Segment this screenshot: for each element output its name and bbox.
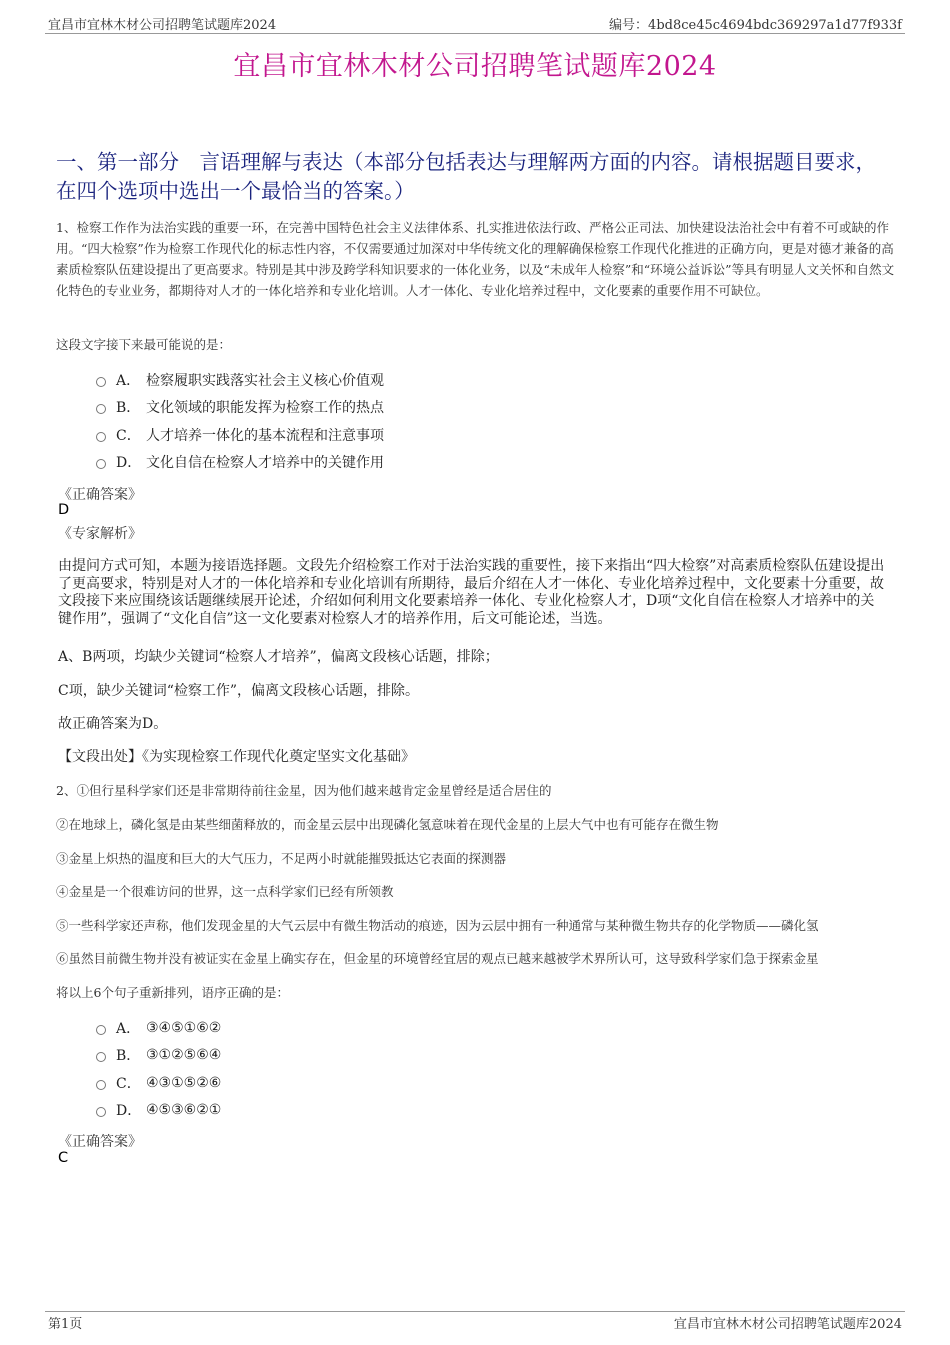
- option-d[interactable]: [96, 449, 384, 477]
- option-text: 文化自信在检察人才培养中的关键作用: [146, 455, 384, 472]
- option-text: 人才培养一体化的基本流程和注意事项: [146, 427, 384, 444]
- page-title: 宜昌市宜林木材公司招聘笔试题库2024: [233, 51, 717, 82]
- question-2-sentence-6: ⑥虽然目前微生物并没有被证实在金星上确实存在，但金星的环境曾经宜居的观点已越来越被学术界所认可，这导致科学家们急于探索金星: [56, 951, 819, 966]
- option-letter: C．: [116, 1075, 141, 1092]
- radio-icon[interactable]: [96, 1025, 106, 1035]
- header-divider: [45, 33, 905, 34]
- radio-icon[interactable]: [96, 1052, 106, 1062]
- question-2-sentence-1: 2、①但行星科学家们还是非常期待前往金星，因为他们越来越肯定金星曾经是适合居住的: [56, 783, 552, 798]
- page-number: 第1页: [48, 1317, 83, 1332]
- answer-label: 《正确答案》: [58, 1134, 142, 1150]
- option-c[interactable]: [96, 1069, 221, 1097]
- question-2-sentence-5: ⑤一些科学家还声称，他们发现金星的大气云层中有微生物活动的痕迹，因为云层中拥有一种通常与某种微生物共存的化学物质——磷化氢: [56, 918, 819, 933]
- option-text: 文化领域的职能发挥为检察工作的热点: [146, 400, 384, 417]
- analysis-source: 【文段出处】《为实现检察工作现代化奠定坚实文化基础》: [58, 749, 415, 765]
- radio-icon[interactable]: [96, 377, 106, 387]
- option-b[interactable]: [96, 394, 384, 422]
- option-text: ③①②⑤⑥④: [146, 1047, 222, 1064]
- option-c[interactable]: [96, 421, 384, 449]
- radio-icon[interactable]: [96, 459, 106, 469]
- option-letter: C．: [116, 427, 141, 444]
- question-1-options: [96, 366, 384, 476]
- option-text: ④⑤③⑥②①: [146, 1102, 222, 1119]
- answer-label: 《正确答案》: [58, 487, 142, 503]
- option-letter: D．: [116, 455, 142, 472]
- option-letter: B．: [116, 400, 141, 417]
- option-letter: D．: [116, 1103, 142, 1120]
- option-b[interactable]: [96, 1042, 221, 1070]
- radio-icon[interactable]: [96, 1080, 106, 1090]
- question-2-prompt: 将以上6个句子重新排列，语序正确的是：: [56, 985, 289, 1000]
- radio-icon[interactable]: [96, 404, 106, 414]
- option-a[interactable]: [96, 366, 384, 394]
- analysis-option-c: C项，缺少关键词“检察工作”，偏离文段核心话题，排除。: [58, 683, 420, 699]
- answer-value: D: [58, 502, 70, 518]
- question-2-options: [96, 1014, 221, 1124]
- question-2-sentence-4: ④金星是一个很难访问的世界，这一点科学家们已经有所领教: [56, 884, 394, 899]
- option-a[interactable]: [96, 1014, 221, 1042]
- option-text: ④③①⑤②⑥: [146, 1074, 222, 1091]
- section-title: 一、第一部分 言语理解与表达（本部分包括表达与理解两方面的内容。请根据题目要求，在四个选项中选出一个最恰当的答案。）: [56, 150, 876, 203]
- footer-doc-name: 宜昌市宜林木材公司招聘笔试题库2024: [673, 1317, 902, 1332]
- option-letter: A．: [116, 1020, 141, 1037]
- option-text: ③④⑤①⑥②: [146, 1019, 222, 1036]
- option-letter: A．: [116, 372, 141, 389]
- footer-divider: [45, 1311, 905, 1312]
- answer-value: C: [58, 1150, 69, 1166]
- radio-icon[interactable]: [96, 432, 106, 442]
- analysis-label: 《专家解析》: [58, 526, 142, 542]
- analysis-text: 由提问方式可知，本题为接语选择题。文段先介绍检察工作对于法治实践的重要性，接下来指出“四大检察”对高素质检察队伍建设提出了更高要求，特别是对人才的一体化培养和专业化培训有所期待，最后介绍在人才一体化、专业化培养过程中，文化要素十分重要，故文段接下来应围绕该话题继续展开论述，介绍如何利用文化要素培养一体化、专业化检察人才，D项“文化自信在检察人才培养中的关键作用”，强调了“文化自信”这一文化要素对检察人才的培养作用，后文可能论述，当选。: [58, 558, 885, 627]
- option-letter: B．: [116, 1048, 141, 1065]
- radio-icon[interactable]: [96, 1107, 106, 1117]
- header-doc-name: 宜昌市宜林木材公司招聘笔试题库2024: [48, 18, 277, 33]
- question-1-prompt: 这段文字接下来最可能说的是：: [56, 337, 232, 352]
- option-d[interactable]: [96, 1097, 221, 1125]
- question-2-sentence-2: ②在地球上，磷化氢是由某些细菌释放的，而金星云层中出现磷化氢意味着在现代金星的上层大气中也有可能存在微生物: [56, 817, 719, 832]
- question-2-sentence-3: ③金星上炽热的温度和巨大的大气压力，不足两小时就能摧毁抵达它表面的探测器: [56, 851, 507, 866]
- analysis-option-ab: A、B两项，均缺少关键词“检察人才培养”，偏离文段核心话题，排除；: [58, 649, 499, 665]
- analysis-conclusion: 故正确答案为D。: [58, 716, 168, 732]
- header-serial-number: 编号：4bd8ce45c4694bdc369297a1d77f933f: [609, 18, 902, 33]
- option-text: 检察履职实践落实社会主义核心价值观: [146, 372, 384, 389]
- question-1-text: 1、检察工作作为法治实践的重要一环，在完善中国特色社会主义法律体系、扎实推进依法行政、严格公正司法、加快建设法治社会中有着不可或缺的作用。“四大检察”作为检察工作现代化的标志性内容，不仅需要通过加深对中华传统文化的理解确保检察工作现代化推进的正确方向，更是对德才兼备的高素质检察队伍建设提出了更高要求。特别是其中涉及跨学科知识要求的一体化业务，以及“未成年人检察”和“环境公益诉讼”等具有明显人文关怀和自然文化特色的专业业务，都期待对人才的一体化培养和专业化培训。人才一体化、专业化培养过程中，文化要素的重要作用不可缺位。: [56, 220, 895, 298]
